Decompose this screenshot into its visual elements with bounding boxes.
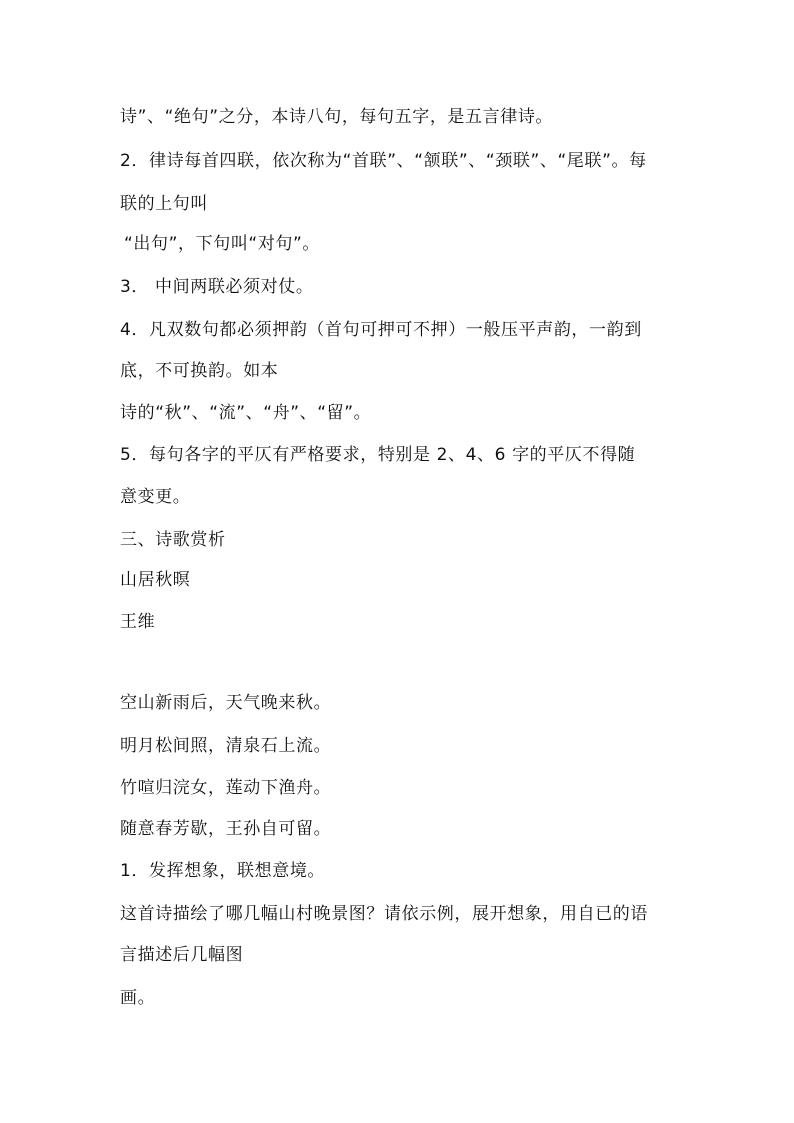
- poem-line: 空山新雨后，天气晚来秋。: [120, 693, 332, 713]
- text-line: 诗的“秋”、“流”、“舟”、“留”。: [120, 403, 372, 423]
- text-line: “出句”，下句叫“对句”。: [124, 234, 321, 254]
- text-line: 底，不可换韵。如本: [120, 361, 279, 381]
- text-line: 画。: [120, 988, 156, 1008]
- text-line: 意变更。: [120, 487, 191, 507]
- poem-line: 随意春芳歇，王孙自可留。: [120, 819, 332, 839]
- poem-author: 王维: [120, 612, 156, 632]
- text-line: 诗”、“绝句”之分，本诗八句，每句五字，是五言律诗。: [120, 107, 554, 127]
- text-line: 这首诗描绘了哪几幅山村晚景图？请依示例，展开想象，用自已的语: [120, 904, 648, 924]
- poem-line: 明月松间照，清泉石上流。: [120, 736, 332, 756]
- question-heading: 1．发挥想象，联想意境。: [120, 861, 326, 881]
- text-line: 2．律诗每首四联，依次称为“首联”、“颔联”、“颈联”、“尾联”。每: [120, 151, 647, 171]
- poem-line: 竹喧归浣女，莲动下渔舟。: [120, 778, 332, 798]
- text-line: 5．每句各字的平仄有严格要求，特别是 2、4、6 字的平仄不得随: [120, 445, 636, 465]
- text-line: 3． 中间两联必须对仗。: [120, 277, 314, 297]
- text-line: 联的上句叫: [120, 194, 208, 214]
- poem-title: 山居秋暝: [120, 570, 191, 590]
- text-line: 言描述后几幅图: [120, 945, 244, 965]
- section-heading: 三、诗歌赏析: [120, 530, 226, 550]
- text-line: 4．凡双数句都必须押韵（首句可押可不押）一般压平声韵，一韵到: [120, 320, 642, 340]
